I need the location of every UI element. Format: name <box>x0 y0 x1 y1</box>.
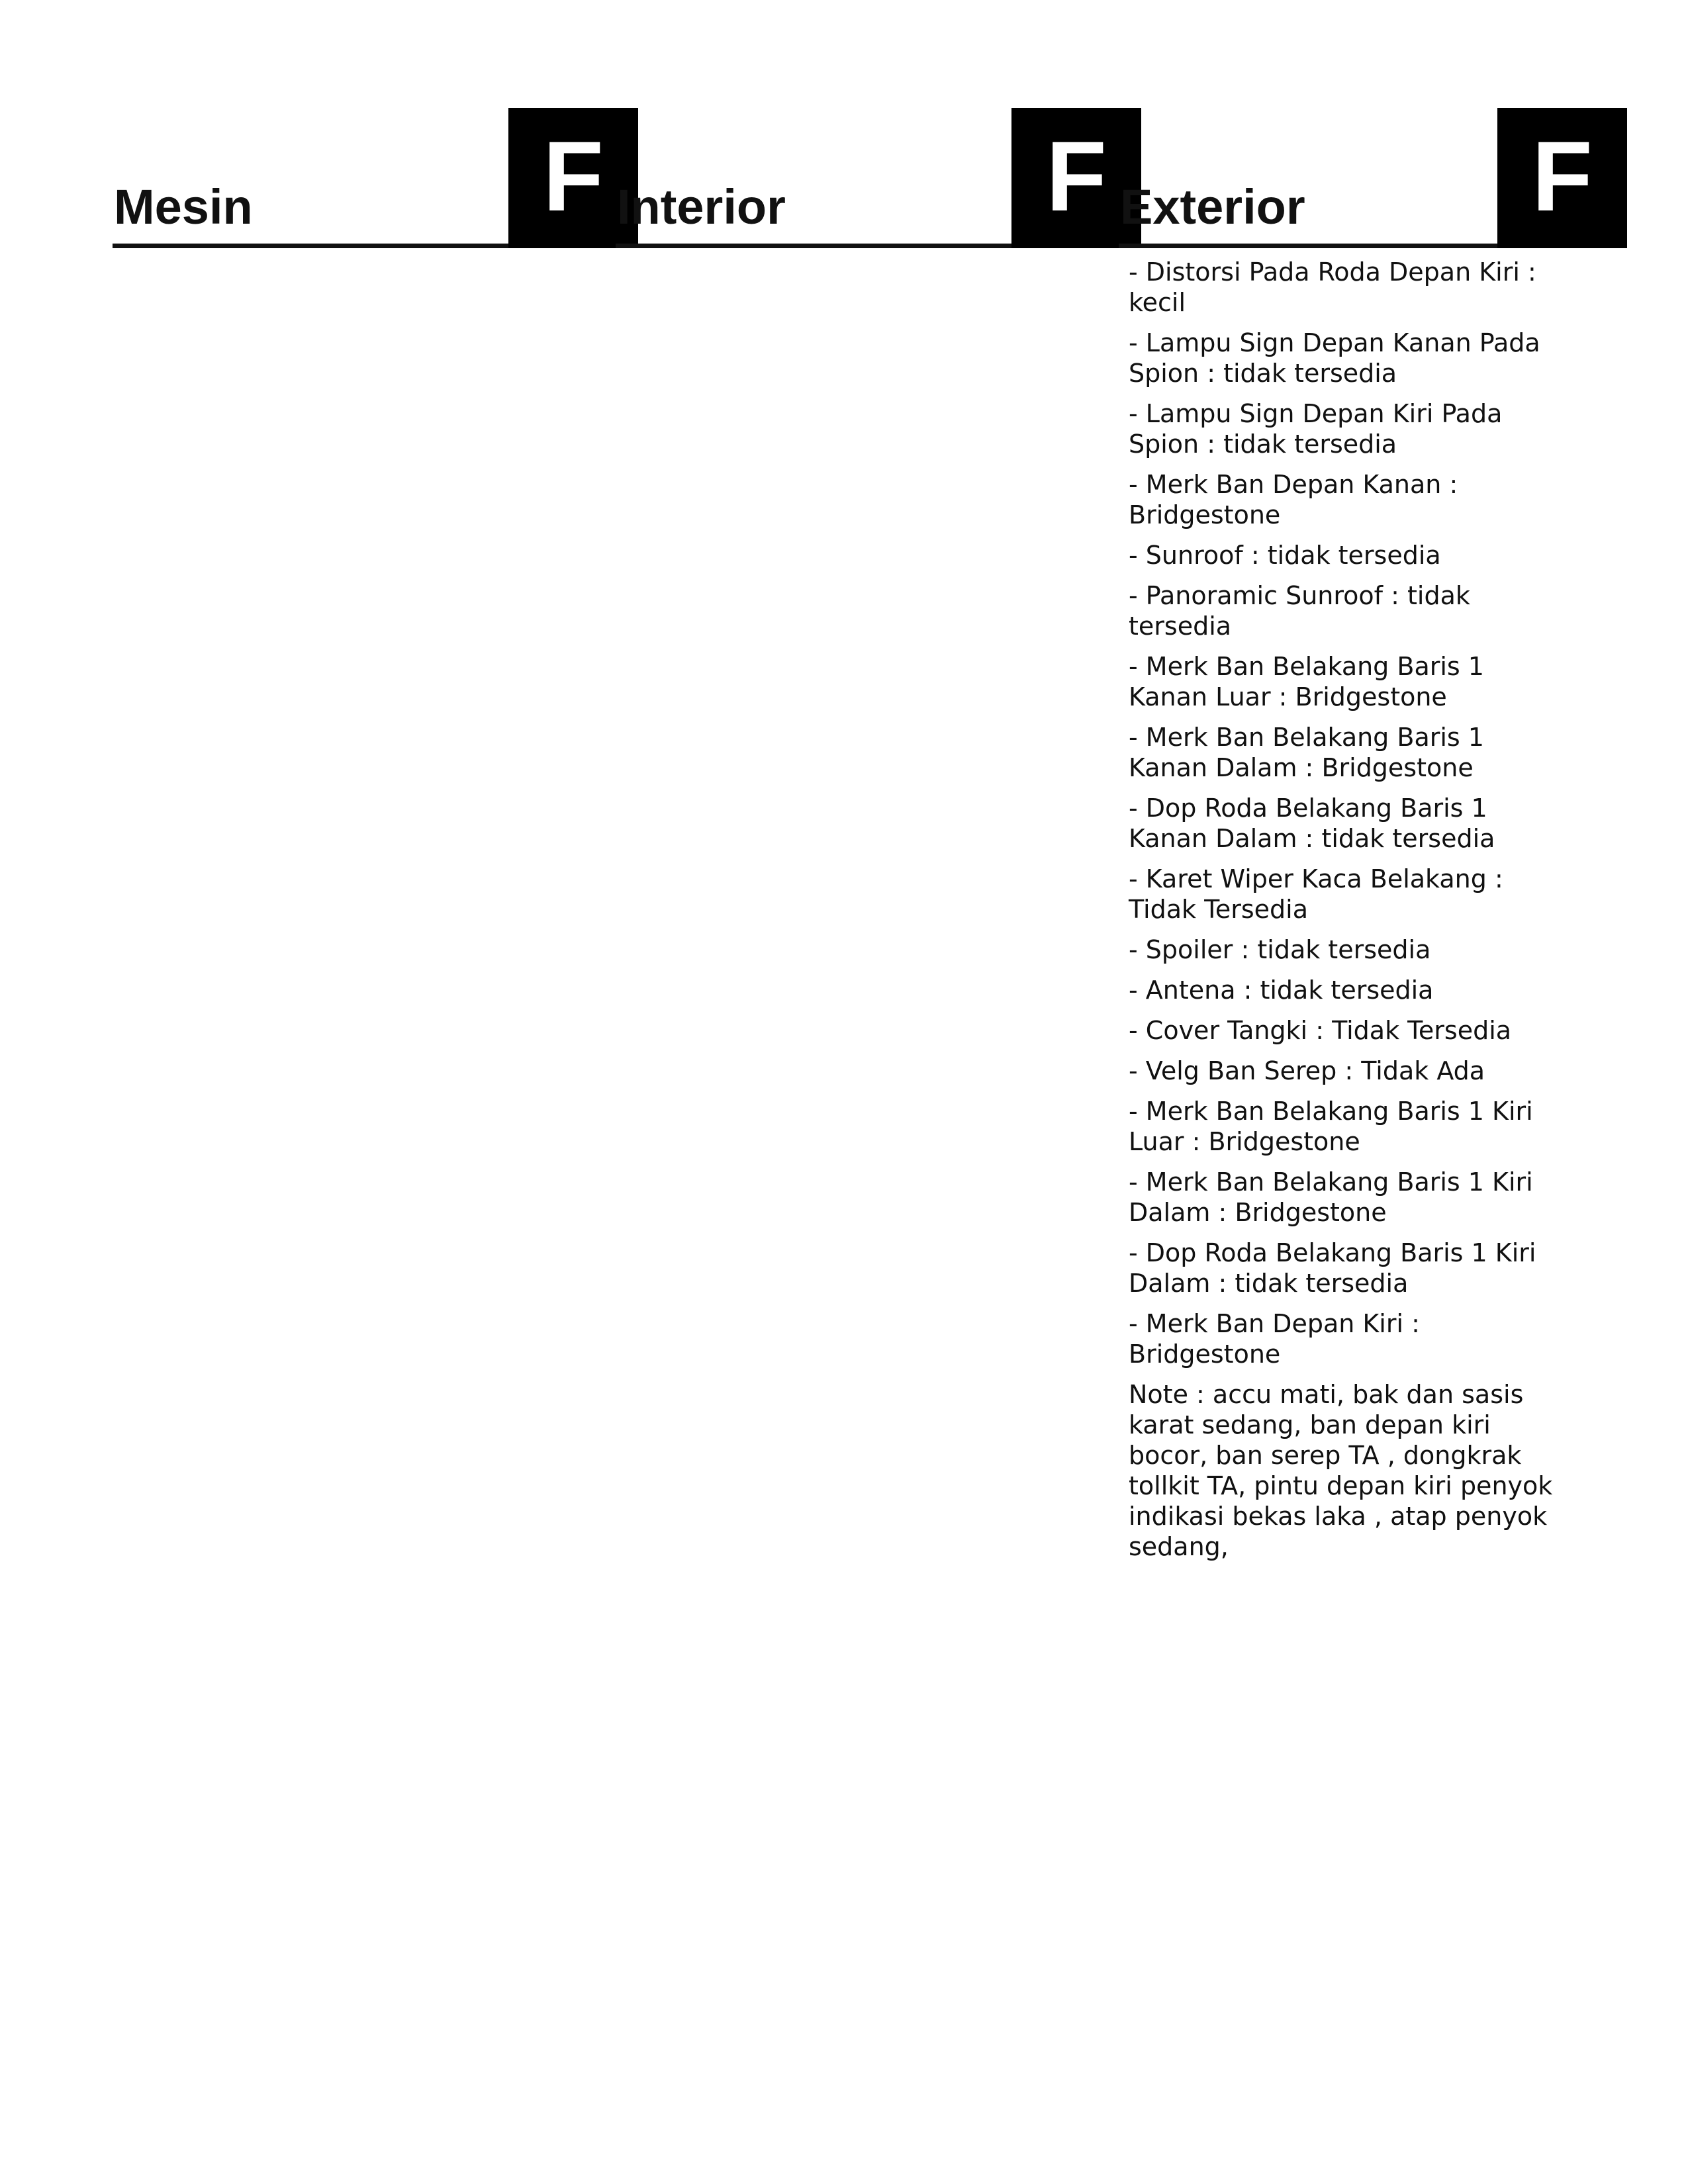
list-item: - Antena : tidak tersedia <box>1129 976 1434 1005</box>
section-interior <box>616 108 1119 248</box>
list-item: - Lampu Sign Depan Kanan Pada Spion : tidak tersedia <box>1129 328 1540 388</box>
list-item: - Dop Roda Belakang Baris 1 Kanan Dalam : tidak tersedia <box>1129 794 1495 853</box>
list-item: - Karet Wiper Kaca Belakang : Tidak Tersedia <box>1129 864 1503 924</box>
list-item: - Merk Ban Belakang Baris 1 Kanan Luar : Bridgestone <box>1129 652 1484 711</box>
list-item: - Sunroof : tidak tersedia <box>1129 541 1441 570</box>
inspection-note: Note : accu mati, bak dan sasis karat sedang, ban depan kiri bocor, ban serep TA , dongkrak tollkit TA, pintu depan kiri penyok indikasi bekas laka , atap penyok sedang, <box>1129 1380 1553 1561</box>
list-item: - Panoramic Sunroof : tidak tersedia <box>1129 581 1470 641</box>
section-title-mesin: Mesin <box>114 179 253 234</box>
exterior-items-list <box>1129 257 1559 1562</box>
list-item: - Merk Ban Belakang Baris 1 Kiri Dalam : Bridgestone <box>1129 1167 1533 1227</box>
list-item: - Distorsi Pada Roda Depan Kiri : kecil <box>1129 257 1536 317</box>
list-item: - Merk Ban Depan Kanan : Bridgestone <box>1129 470 1458 529</box>
grade-letter-interior: F <box>1046 120 1107 232</box>
list-item: - Merk Ban Belakang Baris 1 Kanan Dalam : Bridgestone <box>1129 723 1484 782</box>
list-item: - Dop Roda Belakang Baris 1 Kiri Dalam : tidak tersedia <box>1129 1238 1536 1298</box>
grade-badge-exterior <box>1497 108 1627 248</box>
list-item: - Merk Ban Depan Kiri : Bridgestone <box>1129 1309 1420 1369</box>
list-item: - Cover Tangki : Tidak Tersedia <box>1129 1016 1512 1045</box>
grade-letter-exterior: F <box>1532 120 1593 232</box>
list-item: - Velg Ban Serep : Tidak Ada <box>1129 1056 1485 1085</box>
section-title-exterior: Exterior <box>1120 179 1305 234</box>
section-exterior <box>1119 108 1622 248</box>
list-item: - Lampu Sign Depan Kiri Pada Spion : tidak tersedia <box>1129 399 1503 459</box>
section-title-interior: Interior <box>617 179 786 234</box>
section-mesin <box>113 108 616 248</box>
grade-letter-mesin: F <box>543 120 604 232</box>
list-item: - Spoiler : tidak tersedia <box>1129 935 1431 964</box>
list-item: - Merk Ban Belakang Baris 1 Kiri Luar : Bridgestone <box>1129 1097 1533 1156</box>
